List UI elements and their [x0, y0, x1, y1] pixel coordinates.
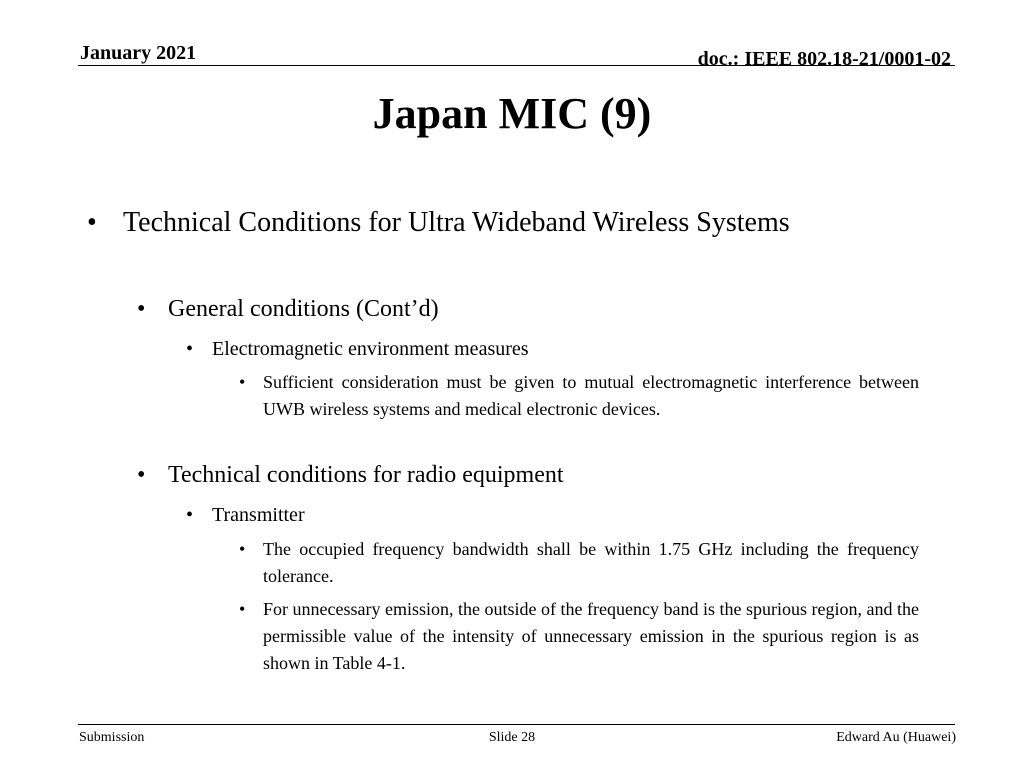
header-date: January 2021 [80, 42, 197, 64]
bullet-text: Technical conditions for radio equipment [168, 462, 564, 488]
bullet-text: Electromagnetic environment measures [212, 338, 529, 360]
bullet-dot-icon: • [239, 539, 246, 559]
footer-author: Edward Au (Huawei) [836, 730, 956, 745]
bullet-text: Technical Conditions for Ultra Wideband Wireless Systems [123, 207, 790, 238]
bullet-dot-icon: • [137, 462, 146, 488]
slide-title: Japan MIC (9) [372, 89, 652, 138]
bullet-text: General conditions (Cont’d) [168, 296, 439, 322]
bullet-dot-icon: • [186, 504, 194, 526]
bullet-text: The occupied frequency bandwidth shall be within 1.75 GHz including the frequency tolerance. [263, 539, 919, 586]
footer-divider [78, 724, 955, 725]
bullet-text: Transmitter [212, 504, 305, 526]
bullet-dot-icon: • [87, 207, 97, 238]
bullet-level4-bandwidth [239, 536, 919, 590]
bullet-level3-electromagnetic-measures [186, 336, 919, 362]
header-divider [78, 65, 955, 66]
footer-submission: Submission [79, 730, 145, 745]
bullet-level3-transmitter [186, 502, 919, 528]
bullet-dot-icon: • [186, 338, 194, 360]
bullet-dot-icon: • [137, 296, 146, 322]
header-document-id: doc.: IEEE 802.18-21/0001-02 [697, 48, 951, 70]
footer-slide-number: Slide 28 [488, 730, 536, 745]
bullet-level4-unnecessary-emission [239, 596, 919, 677]
bullet-dot-icon: • [239, 372, 246, 392]
bullet-level4-interference [239, 369, 919, 423]
bullet-level2-radio-equipment [137, 460, 919, 490]
bullet-level2-general-conditions [137, 294, 919, 324]
bullet-text: For unnecessary emission, the outside of the frequency band is the spurious region, and the permissible value of the intensity of unnecessary emission in the spurious region is as shown in Table 4-1. [263, 599, 919, 673]
bullet-text: Sufficient consideration must be given to mutual electromagnetic interference between UWB wireless systems and medical electronic devices. [263, 372, 919, 419]
bullet-dot-icon: • [239, 599, 246, 619]
bullet-level1-technical-conditions [87, 202, 919, 244]
